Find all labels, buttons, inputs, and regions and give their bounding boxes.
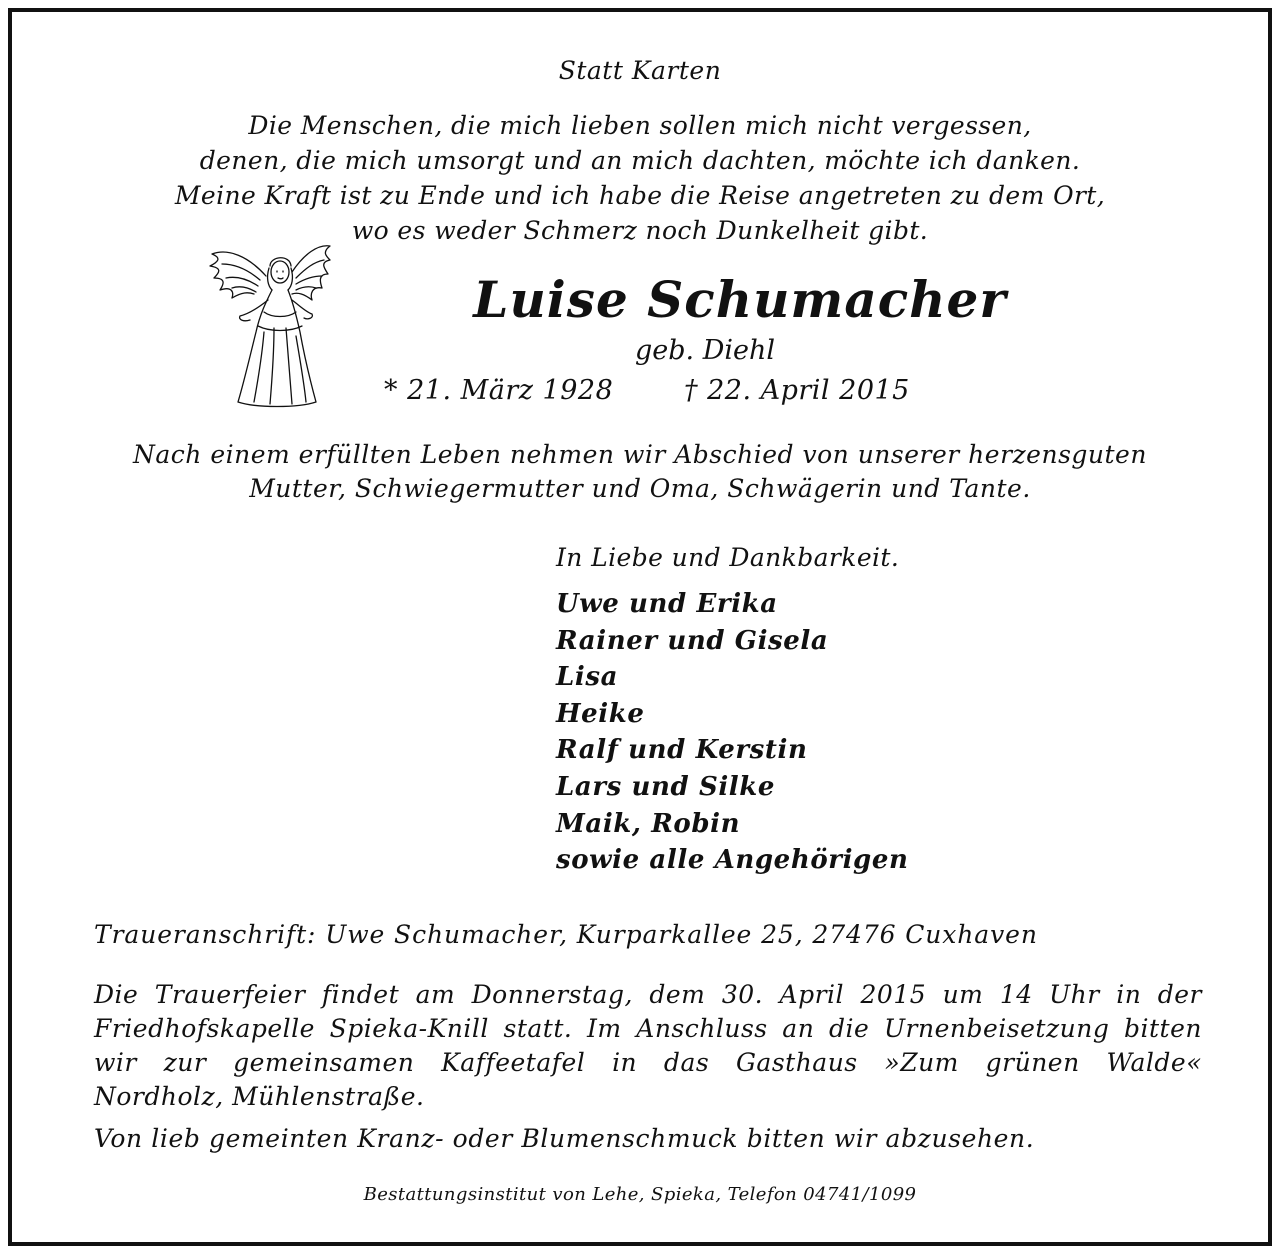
intro-line: Nach einem erfüllten Leben nehmen wir Abschied von unserer herzensguten [133, 440, 1147, 469]
ceremony-line: Die Trauerfeier findet am Donnerstag, dem 30. April 2015 um 14 Uhr in der [94, 980, 1202, 1009]
family-member: Lars und Silke [556, 771, 776, 802]
poem-line: Meine Kraft ist zu Ende und ich habe die Reise angetreten zu dem Ort, [174, 181, 1106, 210]
family-member: sowie alle Angehörigen [556, 845, 909, 876]
obituary-notice [8, 8, 1272, 1246]
closing-phrase: In Liebe und Dankbarkeit. [556, 543, 900, 572]
death-date: † 22. April 2015 [684, 375, 910, 406]
mourning-address: Traueranschrift: Uwe Schumacher, Kurparkallee 25, 27476 Cuxhaven [94, 920, 1038, 949]
maiden-name: geb. Diehl [635, 335, 775, 366]
poem-line: Die Menschen, die mich lieben sollen mich nicht vergessen, [248, 111, 1032, 140]
header-statt-karten: Statt Karten [558, 56, 722, 85]
family-member: Rainer und Gisela [556, 625, 829, 656]
undertaker-info: Bestattungsinstitut von Lehe, Spieka, Telefon 04741/1099 [363, 1184, 917, 1205]
family-member: Lisa [556, 662, 619, 693]
family-member: Maik, Robin [556, 808, 741, 839]
intro-text [12, 438, 1268, 506]
birth-date: * 21. März 1928 [384, 375, 614, 406]
poem-line: denen, die mich umsorgt und an mich dachten, möchte ich danken. [199, 146, 1081, 175]
ceremony-line: wir zur gemeinsamen Kaffeetafel in das Gasthaus »Zum grünen Walde« [94, 1048, 1202, 1077]
family-member: Ralf und Kerstin [556, 735, 808, 766]
intro-line: Mutter, Schwiegermutter und Oma, Schwägerin und Tante. [249, 474, 1031, 503]
family-member: Heike [556, 698, 645, 729]
ceremony-line: Nordholz, Mühlenstraße. [94, 1082, 425, 1111]
ceremony-text [94, 978, 1202, 1114]
family-list [556, 586, 908, 879]
ceremony-line: Friedhofskapelle Spieka-Knill statt. Im Anschluss an die Urnenbeisetzung bitten [94, 1014, 1202, 1043]
deceased-name: Luise Schumacher [473, 270, 1007, 329]
family-member: Uwe und Erika [556, 589, 778, 619]
poem-line: wo es weder Schmerz noch Dunkelheit gibt. [351, 216, 929, 245]
flowers-request: Von lieb gemeinten Kranz- oder Blumenschmuck bitten wir abzusehen. [94, 1124, 1035, 1153]
poem [12, 108, 1268, 248]
